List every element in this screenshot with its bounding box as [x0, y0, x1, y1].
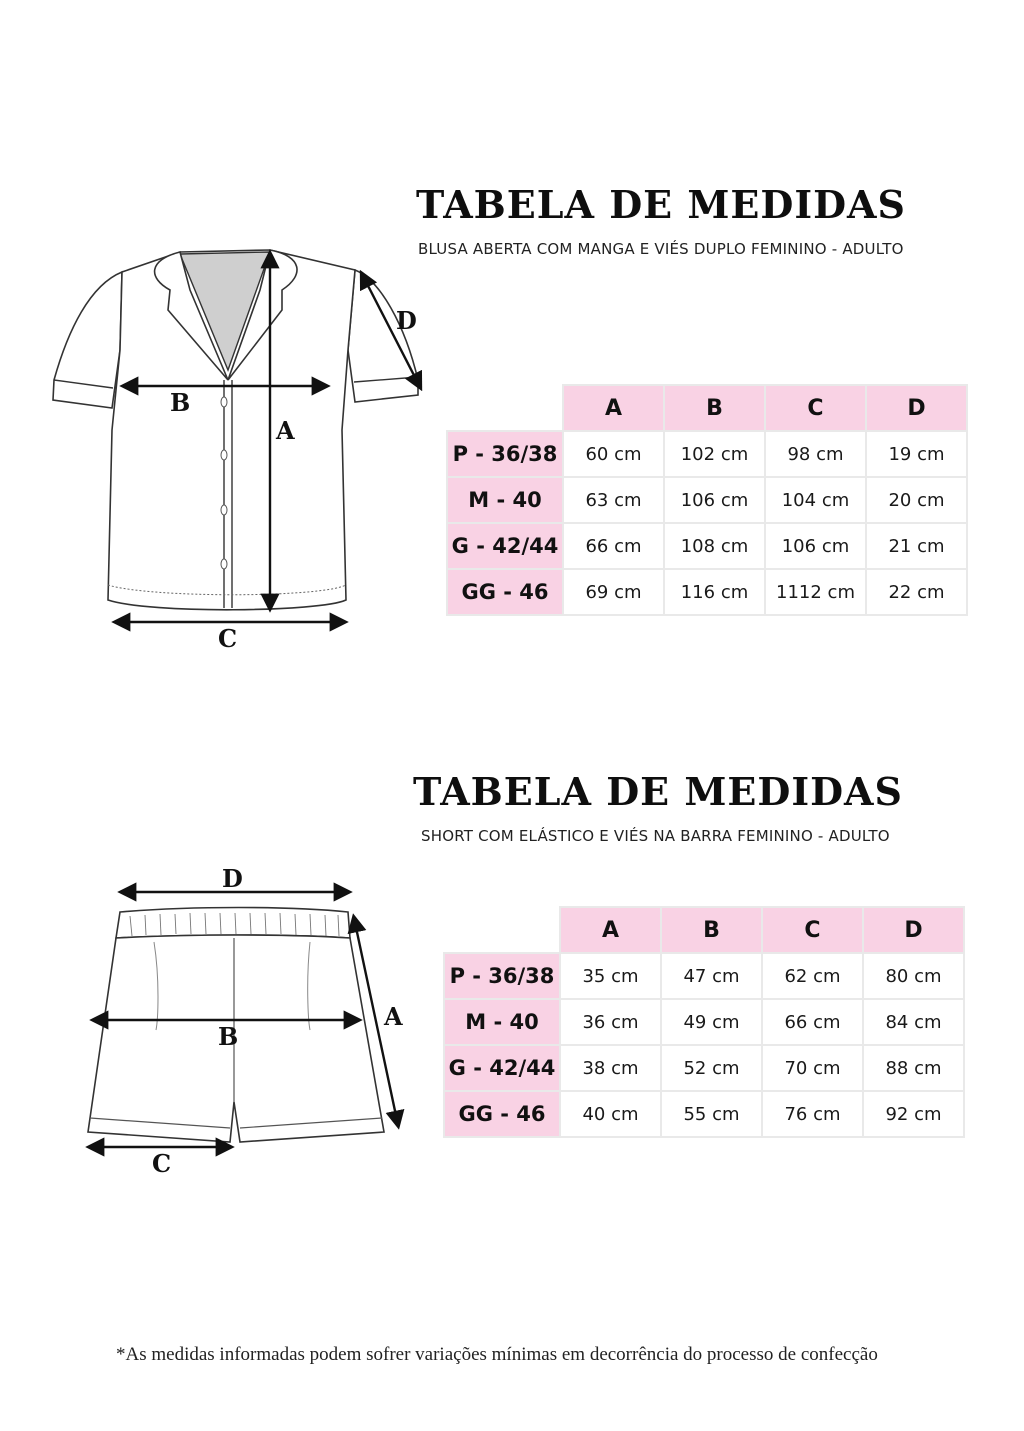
column-header-c: C	[762, 907, 863, 953]
table-cell: 88 cm	[863, 1045, 964, 1091]
table-cell: 108 cm	[664, 523, 765, 569]
table-cell: 102 cm	[664, 431, 765, 477]
column-header-c: C	[765, 385, 866, 431]
table-corner	[447, 385, 563, 431]
table-cell: 66 cm	[563, 523, 664, 569]
size-label: M - 40	[447, 477, 563, 523]
column-header-b: B	[661, 907, 762, 953]
table-cell: 22 cm	[866, 569, 967, 615]
column-header-a: A	[560, 907, 661, 953]
table-row	[447, 477, 967, 523]
table-cell: 62 cm	[762, 953, 863, 999]
shorts-size-table	[443, 906, 965, 1138]
table-cell: 76 cm	[762, 1091, 863, 1137]
column-header-b: B	[664, 385, 765, 431]
blouse-label-c: C	[218, 624, 238, 653]
shorts-illustration	[70, 880, 430, 1180]
shorts-label-b: B	[218, 1022, 239, 1051]
blouse-subtitle: BLUSA ABERTA COM MANGA E VIÉS DUPLO FEMININO - ADULTO	[418, 240, 904, 258]
table-cell: 52 cm	[661, 1045, 762, 1091]
column-header-d: D	[863, 907, 964, 953]
blouse-size-table	[446, 384, 968, 616]
table-row	[444, 999, 964, 1045]
column-header-d: D	[866, 385, 967, 431]
table-header-row	[447, 385, 967, 431]
size-label: G - 42/44	[444, 1045, 560, 1091]
blouse-title: TABELA DE MEDIDAS	[416, 182, 906, 227]
table-cell: 60 cm	[563, 431, 664, 477]
size-label: M - 40	[444, 999, 560, 1045]
table-row	[447, 569, 967, 615]
column-header-a: A	[563, 385, 664, 431]
table-cell: 38 cm	[560, 1045, 661, 1091]
table-cell: 19 cm	[866, 431, 967, 477]
table-cell: 55 cm	[661, 1091, 762, 1137]
table-cell: 98 cm	[765, 431, 866, 477]
table-cell: 106 cm	[664, 477, 765, 523]
table-cell: 40 cm	[560, 1091, 661, 1137]
table-cell: 84 cm	[863, 999, 964, 1045]
size-label: P - 36/38	[447, 431, 563, 477]
blouse-label-b: B	[170, 388, 191, 417]
table-row	[444, 953, 964, 999]
size-label: G - 42/44	[447, 523, 563, 569]
table-cell: 104 cm	[765, 477, 866, 523]
table-cell: 20 cm	[866, 477, 967, 523]
table-cell: 106 cm	[765, 523, 866, 569]
table-corner	[444, 907, 560, 953]
shorts-subtitle: SHORT COM ELÁSTICO E VIÉS NA BARRA FEMININO - ADULTO	[421, 827, 890, 845]
size-label: GG - 46	[444, 1091, 560, 1137]
table-cell: 35 cm	[560, 953, 661, 999]
table-cell: 80 cm	[863, 953, 964, 999]
size-label: GG - 46	[447, 569, 563, 615]
table-cell: 47 cm	[661, 953, 762, 999]
size-label: P - 36/38	[444, 953, 560, 999]
blouse-label-a: A	[276, 416, 295, 445]
footnote: *As medidas informadas podem sofrer variações mínimas em decorrência do processo de confecção	[116, 1344, 878, 1365]
table-row	[447, 431, 967, 477]
table-cell: 70 cm	[762, 1045, 863, 1091]
table-cell: 69 cm	[563, 569, 664, 615]
shorts-label-d: D	[222, 864, 243, 893]
table-row	[447, 523, 967, 569]
table-row	[444, 1091, 964, 1137]
shorts-label-a: A	[384, 1002, 403, 1031]
table-cell: 66 cm	[762, 999, 863, 1045]
table-cell: 36 cm	[560, 999, 661, 1045]
table-cell: 116 cm	[664, 569, 765, 615]
table-cell: 1112 cm	[765, 569, 866, 615]
table-cell: 21 cm	[866, 523, 967, 569]
table-row	[444, 1045, 964, 1091]
table-cell: 92 cm	[863, 1091, 964, 1137]
table-cell: 63 cm	[563, 477, 664, 523]
shorts-label-c: C	[152, 1149, 172, 1178]
table-cell: 49 cm	[661, 999, 762, 1045]
blouse-label-d: D	[396, 306, 417, 335]
shorts-title: TABELA DE MEDIDAS	[413, 769, 903, 814]
blouse-illustration	[20, 230, 450, 650]
table-header-row	[444, 907, 964, 953]
